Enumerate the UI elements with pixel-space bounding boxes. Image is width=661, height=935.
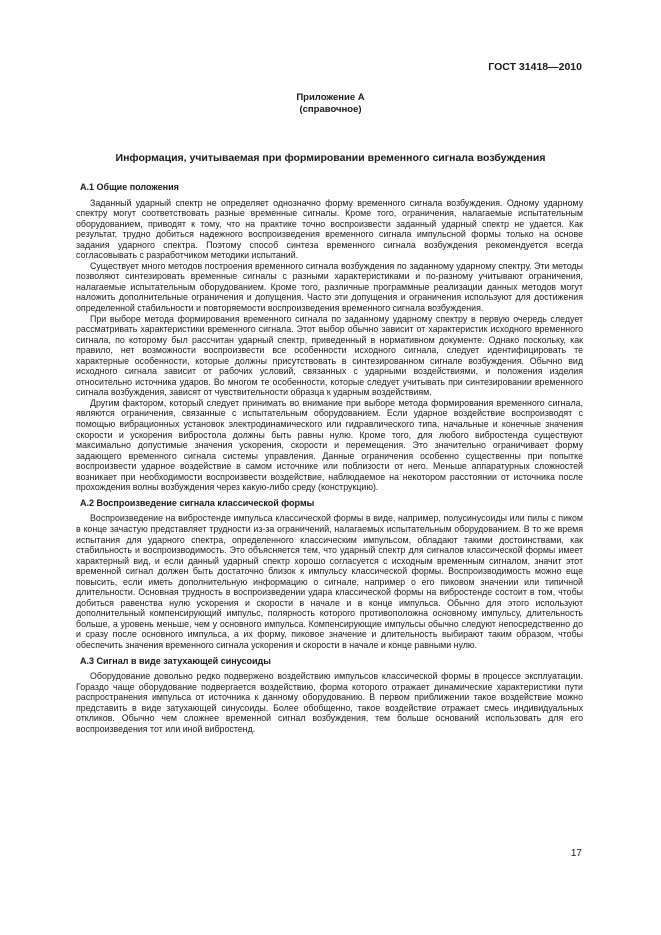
section-title-a3: А.3 Сигнал в виде затухающей синусоиды xyxy=(80,655,271,666)
paragraph: Оборудование довольно редко подвержено воздействию импульсов классической формы в процессе эксплуатации. Гораздо чаще оборудование подвергается воздействию, форма которого отражает динамические характеристики пути распространения импульса от источника к данному оборудованию. В первом приближении такое воздействие можно представить в виде затухающей синусоиды. Более обобщенно, такое воздействие отражает смесь индивидуальных откликов. Обычно чем сложнее временной сигнал возбуждения, тем больше оснований использовать для его воспроизведения тот или иной вибростенд. xyxy=(76,671,583,734)
paragraph: Существует много методов построения временного сигнала возбуждения по заданному ударному спектру. Эти методы позволяют синтезировать временные сигналы с разными характеристиками и по-разному учитывают ограничения, налагаемые испытательным оборудованием. Кроме того, различные программные реализации данных методов могут наложить дополнительные ограничения и допущения. Часто эти допущения и ограничения используют для достижения определенной стабильности и повторяемости воспроизведения временного сигнала возбуждения. xyxy=(76,260,583,314)
annex-title: Приложение А xyxy=(296,92,365,103)
section-title-a2: А.2 Воспроизведение сигнала классической формы xyxy=(80,497,315,508)
section-title-a1: А.1 Общие положения xyxy=(80,182,179,192)
document-body xyxy=(76,182,583,734)
standard-number: ГОСТ 31418—2010 xyxy=(488,61,582,73)
paragraph: Воспроизведение на вибростенде импульса классической формы в виде, например, полусинусоиды или пилы с пиком в конце зачастую представляет трудности из-за ограничений, налагаемых испытательным оборудованием. В то же время испытания для ударного спектра, определенного классическим импульсом, обладают такими достоинствами, как стабильность и воспроизводимость. Это объясняется тем, что ударный спектр для сигналов классической формы имеет характерный вид, и если данный ударный спектр хорошо согласуется с исходным временным сигналом, значит этот временной сигнал должен быть достаточно близок к импульсу классической формы. Воспроизводимость можно еще повысить, если иметь дополнительную информацию о сигнале, например о его пиковом значении или типичной длительности. Основная трудность в воспроизведении удара классической формы на вибростенде состоит в том, чтобы добиться равенства нулю ускорения и скорости в начале и в конце импульса. Обычно для этого используют дополнительный компенсирующий импульс, полярность которого противоположна основному импульсу, длительность больше, а уровень меньше, чем у основного импульса. Компенсирующие импульсы обычно следуют непосредственно до и сразу после основного импульса, а их форму, пиковое значение и длительность выбирают таким образом, чтобы обеспечить значения временного сигнала ускорения и скорости в начале и конце равными нулю. xyxy=(76,513,583,650)
annex-note: (справочное) xyxy=(299,104,362,115)
annex-heading: Информация, учитываемая при формировании временного сигнала возбуждения xyxy=(115,152,546,164)
paragraph: При выборе метода формирования временного сигнала по заданному ударному спектру в первую очередь следует рассматривать характеристики временного сигнала. Этот выбор обычно зависит от характеристик исходного временного сигнала, по которому был рассчитан ударный спектр, приведенный в нормативном документе. Однако поскольку, как правило, нет возможности воспроизвести все особенности исходного сигнала, следует идентифицировать те характерные особенности, которые должны присутствовать в синтезированном сигнале возбуждения. Обычно вид исходного сигнала зависит от рабочих условий, связанных с ударными воздействиями, и положения изделия относительно источника ударов. Во многом те особенности, которые следует учитывать при синтезировании временного сигнала возбуждения, зависят от чувствительности образца к ударным воздействиям. xyxy=(76,313,583,398)
paragraph: Заданный ударный спектр не определяет однозначно форму временного сигнала возбуждения. Одному ударному спектру могут соответствовать разные временные сигналы. Кроме того, ограничения, налагаемые испытательным оборудованием, приводят к тому, что на практике точно воспроизвести заданный ударный спектр не удается. Как результат, трудно добиться надежного воспроизведения временного сигнала импульсной формы только на основе задания ударного спектра. Поэтому способ синтеза временного сигнала возбуждения рекомендуется всегда согласовывать с разработчиком методики испытаний. xyxy=(76,197,583,261)
paragraph: Другим фактором, который следует принимать во внимание при выборе метода формирования временного сигнала, являются ограничения, связанные с испытательным оборудованием. Если ударное воздействие воспроизводят с помощью вибрационных установок электродинамического или гидравлического типа, начальные и конечные значения скорости и ускорения вибростола должны быть равны нулю. Кроме того, для любого вибростенда существуют максимально допустимые значения ускорения, скорости и перемещения. Это значительно ограничивает форму задающего временного сигнала системы управления. Данные ограничения особенно существенны при попытке воспроизвести ударное воздействие в самом источнике или поблизости от него. Меньше аппаратурных сложностей возникает при необходимости воспроизвести воздействие, наблюдаемое на некотором расстоянии от источника после прохождения волны возбуждения через какую-либо среду (конструкцию). xyxy=(76,397,583,493)
page-number: 17 xyxy=(570,848,582,859)
